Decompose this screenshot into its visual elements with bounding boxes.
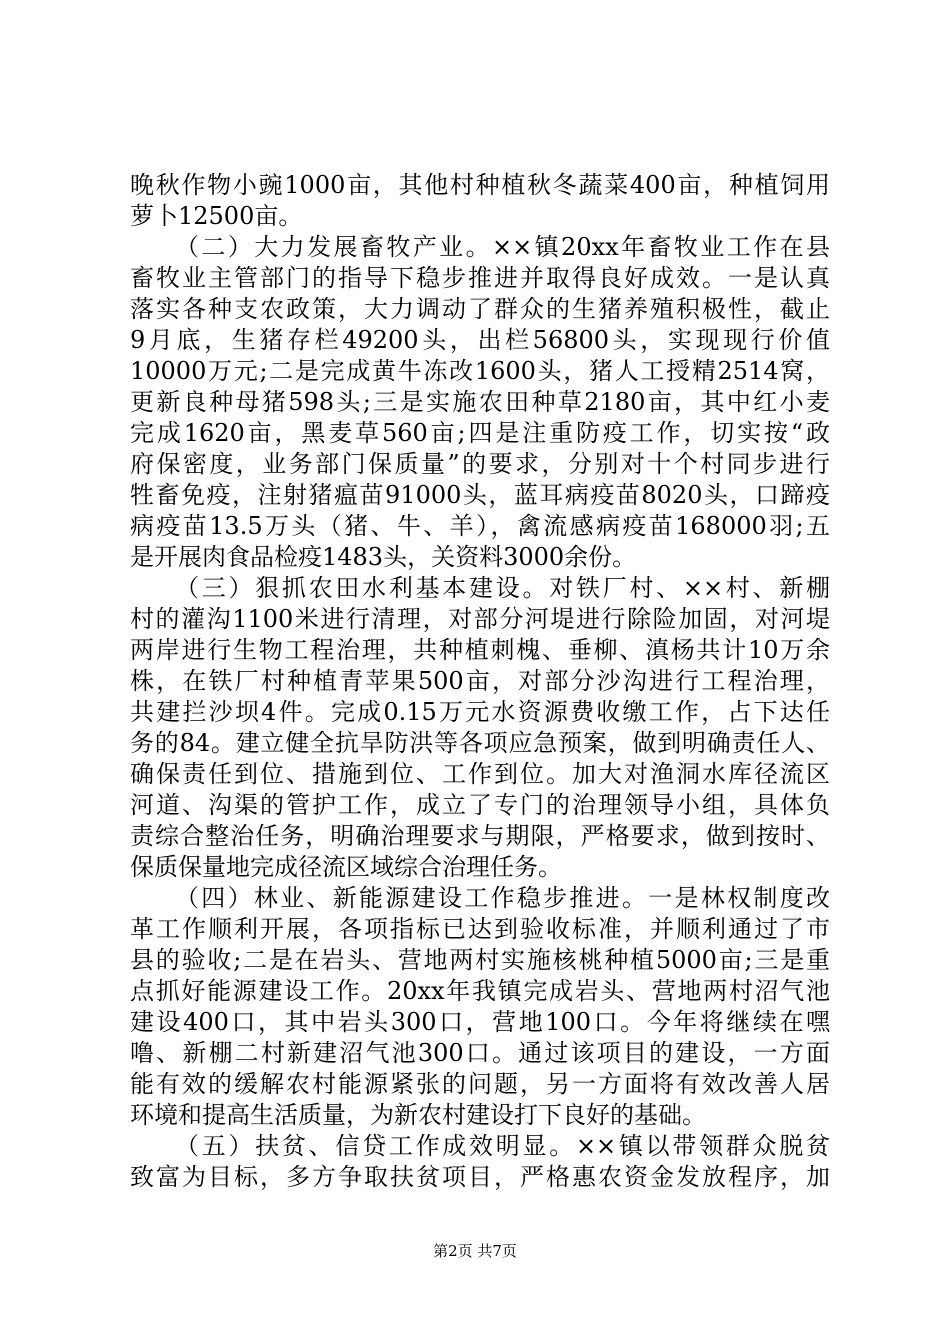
text-line: 点抓好能源建设工作。20xx年我镇完成岩头、营地两村沼气池 [130,977,830,1005]
text-line: 是开展肉食品检疫1483头，关资料3000余份。 [130,543,637,571]
text-line: （三）狠抓农田水利基本建设。对铁厂村、××村、新棚 [175,574,830,602]
text-line: 牲畜免疫，注射猪瘟苗91000头，蓝耳病疫苗8020头，口蹄疫 [130,481,830,509]
text-line: 建设400口，其中岩头300口，营地100口。今年将继续在嘿 [130,1008,830,1036]
text-line: （二）大力发展畜牧产业。××镇20xx年畜牧业工作在县 [175,233,830,261]
text-line: 共建拦沙坝4件。完成0.15万元水资源费收缴工作，占下达任 [130,698,830,726]
text-line: 务的84。建立健全抗旱防洪等各项应急预案，做到明确责任人、 [130,729,830,757]
document-body [130,170,830,1193]
text-line: 畜牧业主管部门的指导下稳步推进并取得良好成效。一是认真 [130,264,830,292]
text-line: 9月底，生猪存栏49200头，出栏56800头，实现现行价值 [130,326,830,354]
text-line: 责综合整治任务，明确治理要求与期限，严格要求，做到按时、 [130,822,830,850]
text-line: 革工作顺利开展，各项指标已达到验收标准，并顺利通过了市 [130,915,830,943]
text-line: （四）林业、新能源建设工作稳步推进。一是林权制度改 [175,884,830,912]
text-line: 晚秋作物小豌1000亩，其他村种植秋冬蔬菜400亩，种植饲用 [130,171,830,199]
text-line: 10000万元;二是完成黄牛冻改1600头，猪人工授精2514窝， [130,357,830,385]
text-line: 县的验收;二是在岩头、营地两村实施核桃种植5000亩;三是重 [130,946,830,974]
text-line: 完成1620亩，黑麦草560亩;四是注重防疫工作，切实按“政 [130,419,830,447]
text-line: 更新良种母猪598头;三是实施农田种草2180亩，其中红小麦 [130,388,830,416]
text-line: 河道、沟渠的管护工作，成立了专门的治理领导小组，具体负 [130,791,830,819]
text-line: 病疫苗13.5万头（猪、牛、羊），禽流感病疫苗168000羽;五 [130,512,830,540]
text-line: 噜、新棚二村新建沼气池300口。通过该项目的建设，一方面 [130,1039,830,1067]
text-line: 环境和提高生活质量，为新农村建设打下良好的基础。 [130,1101,706,1129]
text-line: 落实各种支农政策，大力调动了群众的生猪养殖积极性，截止 [130,295,830,323]
text-line: 萝卜12500亩。 [130,202,303,230]
text-line: 保质保量地完成径流区域综合治理任务。 [130,853,562,881]
text-line: 致富为目标，多方争取扶贫项目，严格惠农资金发放程序，加 [130,1163,830,1191]
text-line: 府保密度，业务部门保质量”的要求，分别对十个村同步进行 [130,450,830,478]
page-footer: 第2页 共7页 [433,1242,517,1260]
text-line: 确保责任到位、措施到位、工作到位。加大对渔洞水库径流区 [130,760,830,788]
text-line: 能有效的缓解农村能源紧张的问题，另一方面将有效改善人居 [130,1070,830,1098]
text-line: 村的灌沟1100米进行清理，对部分河堤进行除险加固，对河堤 [130,605,830,633]
text-line: 两岸进行生物工程治理，共种植刺槐、垂柳、滇杨共计10万余 [130,636,830,664]
text-line: （五）扶贫、信贷工作成效明显。××镇以带领群众脱贫 [175,1132,830,1160]
text-line: 株，在铁厂村种植青苹果500亩，对部分沙沟进行工程治理， [130,667,830,695]
